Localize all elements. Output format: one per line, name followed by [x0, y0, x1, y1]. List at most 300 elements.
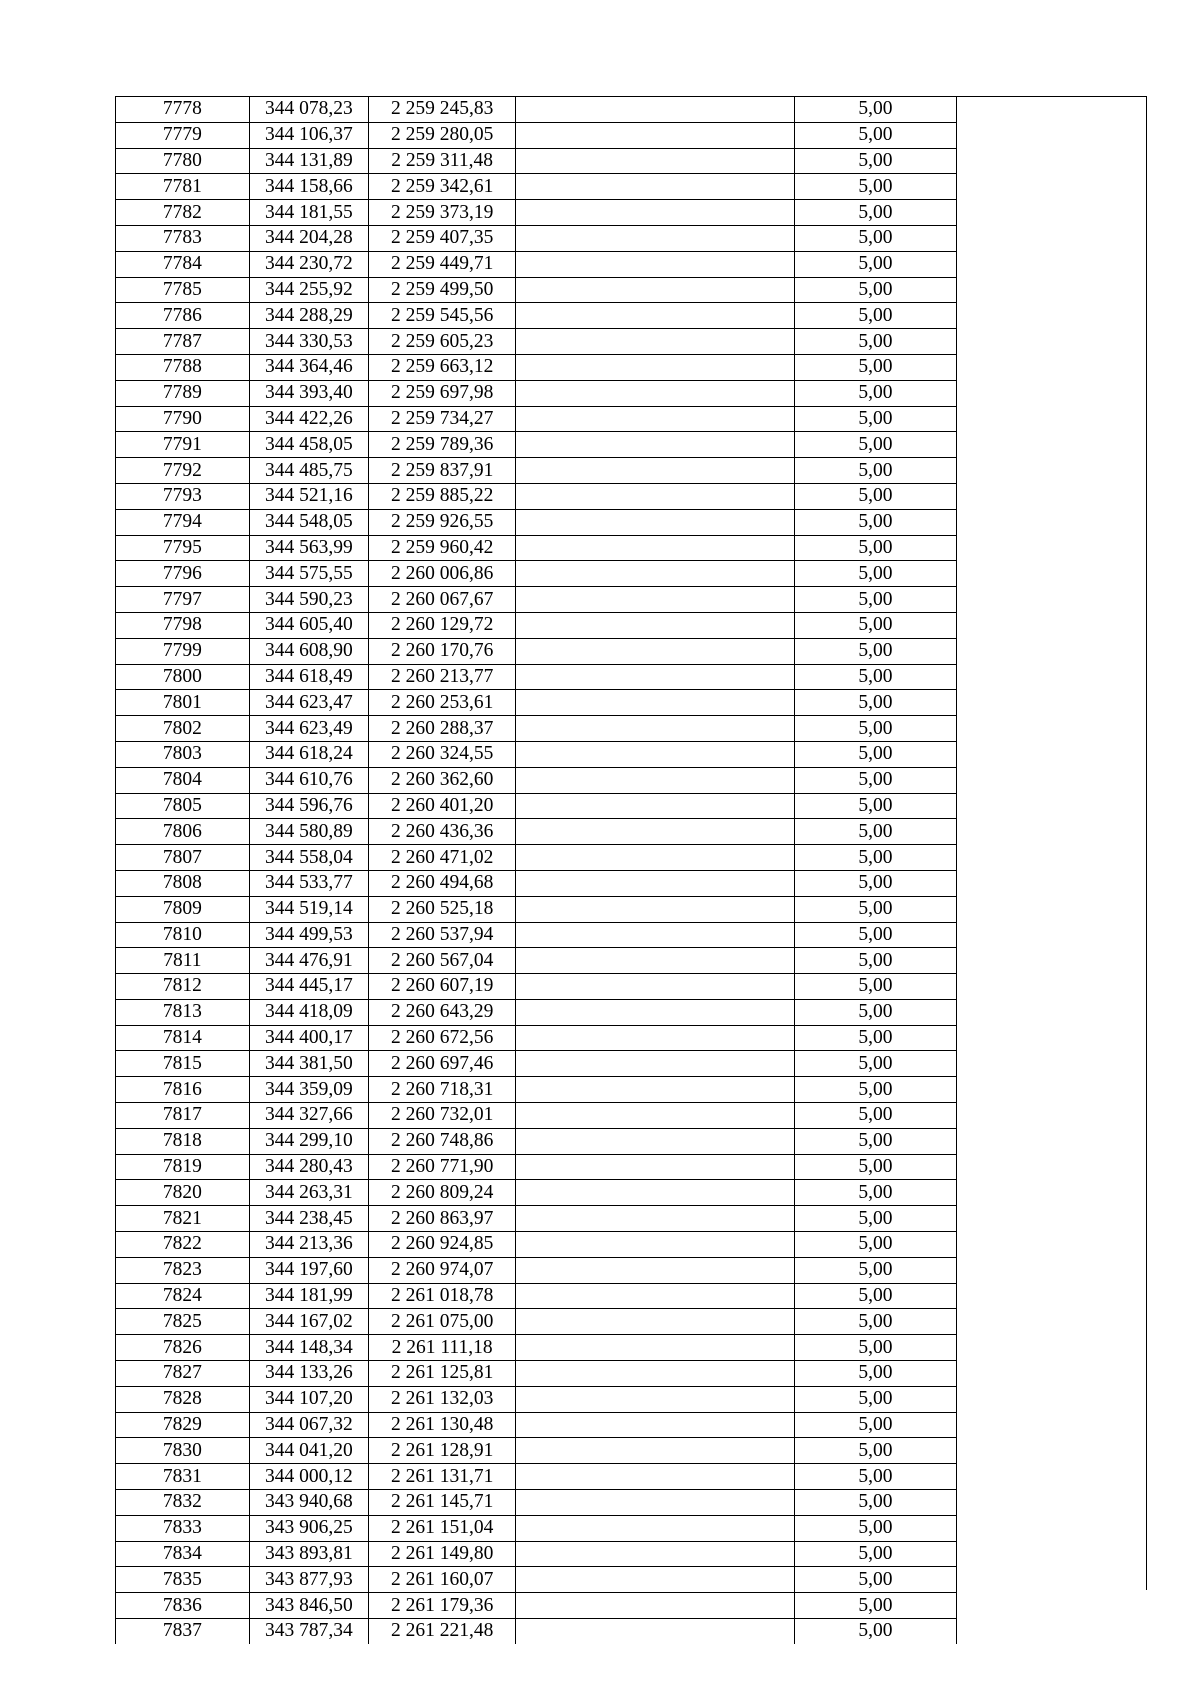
- empty-cell: [957, 690, 1147, 716]
- empty-cell: [957, 561, 1147, 587]
- table-row: [116, 664, 1148, 690]
- empty-cell: [957, 845, 1147, 871]
- y-coordinate-cell: 2 261 145,71: [369, 1490, 516, 1516]
- table-row: [116, 1361, 1148, 1387]
- empty-cell: [957, 1051, 1147, 1077]
- value-cell: 5,00: [794, 122, 956, 148]
- table-row: [116, 1490, 1148, 1516]
- x-coordinate-cell: 344 422,26: [249, 406, 368, 432]
- x-coordinate-cell: 344 167,02: [249, 1309, 368, 1335]
- empty-cell: [957, 1619, 1147, 1644]
- empty-cell: [516, 1593, 795, 1619]
- y-coordinate-cell: 2 260 213,77: [369, 664, 516, 690]
- empty-cell: [516, 174, 795, 200]
- table-row: [116, 200, 1148, 226]
- point-number-cell: 7826: [116, 1335, 250, 1361]
- x-coordinate-cell: 344 418,09: [249, 999, 368, 1025]
- empty-cell: [957, 483, 1147, 509]
- empty-cell: [516, 1386, 795, 1412]
- table-row: [116, 1335, 1148, 1361]
- table-row: [116, 483, 1148, 509]
- point-number-cell: 7833: [116, 1515, 250, 1541]
- y-coordinate-cell: 2 260 809,24: [369, 1180, 516, 1206]
- y-coordinate-cell: 2 260 537,94: [369, 922, 516, 948]
- empty-cell: [957, 1593, 1147, 1619]
- value-cell: 5,00: [794, 1541, 956, 1567]
- empty-cell: [957, 1128, 1147, 1154]
- point-number-cell: 7828: [116, 1386, 250, 1412]
- table-row: [116, 432, 1148, 458]
- x-coordinate-cell: 344 213,36: [249, 1232, 368, 1258]
- point-number-cell: 7804: [116, 767, 250, 793]
- x-coordinate-cell: 344 359,09: [249, 1077, 368, 1103]
- value-cell: 5,00: [794, 1412, 956, 1438]
- point-number-cell: 7790: [116, 406, 250, 432]
- empty-cell: [957, 354, 1147, 380]
- point-number-cell: 7834: [116, 1541, 250, 1567]
- empty-cell: [516, 1128, 795, 1154]
- empty-cell: [516, 1077, 795, 1103]
- x-coordinate-cell: 343 846,50: [249, 1593, 368, 1619]
- y-coordinate-cell: 2 259 789,36: [369, 432, 516, 458]
- x-coordinate-cell: 344 067,32: [249, 1412, 368, 1438]
- point-number-cell: 7829: [116, 1412, 250, 1438]
- x-coordinate-cell: 344 131,89: [249, 148, 368, 174]
- empty-cell: [516, 509, 795, 535]
- y-coordinate-cell: 2 260 974,07: [369, 1257, 516, 1283]
- table-row: [116, 1386, 1148, 1412]
- x-coordinate-cell: 344 548,05: [249, 509, 368, 535]
- empty-cell: [957, 664, 1147, 690]
- x-coordinate-cell: 344 499,53: [249, 922, 368, 948]
- y-coordinate-cell: 2 260 863,97: [369, 1206, 516, 1232]
- y-coordinate-cell: 2 259 697,98: [369, 380, 516, 406]
- empty-cell: [957, 587, 1147, 613]
- value-cell: 5,00: [794, 432, 956, 458]
- y-coordinate-cell: 2 260 006,86: [369, 561, 516, 587]
- table-row: [116, 716, 1148, 742]
- table-row: [116, 1515, 1148, 1541]
- empty-cell: [516, 1438, 795, 1464]
- empty-cell: [516, 1361, 795, 1387]
- point-number-cell: 7796: [116, 561, 250, 587]
- y-coordinate-cell: 2 260 253,61: [369, 690, 516, 716]
- empty-cell: [516, 819, 795, 845]
- value-cell: 5,00: [794, 1283, 956, 1309]
- empty-cell: [516, 612, 795, 638]
- value-cell: 5,00: [794, 97, 956, 122]
- table-row: [116, 1154, 1148, 1180]
- value-cell: 5,00: [794, 1438, 956, 1464]
- x-coordinate-cell: 344 381,50: [249, 1051, 368, 1077]
- empty-cell: [957, 612, 1147, 638]
- empty-cell: [516, 432, 795, 458]
- value-cell: 5,00: [794, 1593, 956, 1619]
- point-number-cell: 7779: [116, 122, 250, 148]
- y-coordinate-cell: 2 260 436,36: [369, 819, 516, 845]
- empty-cell: [957, 303, 1147, 329]
- point-number-cell: 7805: [116, 793, 250, 819]
- x-coordinate-cell: 344 263,31: [249, 1180, 368, 1206]
- table-row: [116, 948, 1148, 974]
- x-coordinate-cell: 344 327,66: [249, 1103, 368, 1129]
- table-row: [116, 1257, 1148, 1283]
- y-coordinate-cell: 2 260 170,76: [369, 638, 516, 664]
- empty-cell: [516, 380, 795, 406]
- y-coordinate-cell: 2 260 697,46: [369, 1051, 516, 1077]
- empty-cell: [516, 741, 795, 767]
- empty-cell: [957, 1232, 1147, 1258]
- y-coordinate-cell: 2 259 885,22: [369, 483, 516, 509]
- point-number-cell: 7809: [116, 896, 250, 922]
- y-coordinate-cell: 2 260 401,20: [369, 793, 516, 819]
- x-coordinate-cell: 344 204,28: [249, 225, 368, 251]
- x-coordinate-cell: 344 580,89: [249, 819, 368, 845]
- empty-cell: [957, 1335, 1147, 1361]
- empty-cell: [957, 922, 1147, 948]
- value-cell: 5,00: [794, 1386, 956, 1412]
- y-coordinate-cell: 2 260 471,02: [369, 845, 516, 871]
- value-cell: 5,00: [794, 1077, 956, 1103]
- y-coordinate-cell: 2 260 525,18: [369, 896, 516, 922]
- empty-cell: [516, 845, 795, 871]
- point-number-cell: 7810: [116, 922, 250, 948]
- table-row: [116, 303, 1148, 329]
- empty-cell: [516, 974, 795, 1000]
- point-number-cell: 7832: [116, 1490, 250, 1516]
- empty-cell: [957, 251, 1147, 277]
- point-number-cell: 7815: [116, 1051, 250, 1077]
- x-coordinate-cell: 344 133,26: [249, 1361, 368, 1387]
- x-coordinate-cell: 344 330,53: [249, 329, 368, 355]
- value-cell: 5,00: [794, 509, 956, 535]
- x-coordinate-cell: 343 893,81: [249, 1541, 368, 1567]
- table-row: [116, 535, 1148, 561]
- point-number-cell: 7787: [116, 329, 250, 355]
- y-coordinate-cell: 2 261 018,78: [369, 1283, 516, 1309]
- point-number-cell: 7795: [116, 535, 250, 561]
- value-cell: 5,00: [794, 277, 956, 303]
- point-number-cell: 7791: [116, 432, 250, 458]
- value-cell: 5,00: [794, 922, 956, 948]
- table-row: [116, 329, 1148, 355]
- point-number-cell: 7831: [116, 1464, 250, 1490]
- table-row: [116, 1619, 1148, 1644]
- y-coordinate-cell: 2 261 151,04: [369, 1515, 516, 1541]
- value-cell: 5,00: [794, 1309, 956, 1335]
- empty-cell: [516, 354, 795, 380]
- table-row: [116, 1180, 1148, 1206]
- x-coordinate-cell: 344 107,20: [249, 1386, 368, 1412]
- y-coordinate-cell: 2 259 245,83: [369, 97, 516, 122]
- empty-cell: [516, 1541, 795, 1567]
- point-number-cell: 7801: [116, 690, 250, 716]
- empty-cell: [957, 1257, 1147, 1283]
- table-row: [116, 1051, 1148, 1077]
- y-coordinate-cell: 2 260 324,55: [369, 741, 516, 767]
- x-coordinate-cell: 344 255,92: [249, 277, 368, 303]
- y-coordinate-cell: 2 261 075,00: [369, 1309, 516, 1335]
- point-number-cell: 7799: [116, 638, 250, 664]
- empty-cell: [957, 1567, 1147, 1593]
- empty-cell: [516, 225, 795, 251]
- empty-cell: [957, 1206, 1147, 1232]
- empty-cell: [516, 870, 795, 896]
- y-coordinate-cell: 2 260 567,04: [369, 948, 516, 974]
- x-coordinate-cell: 344 458,05: [249, 432, 368, 458]
- y-coordinate-cell: 2 259 449,71: [369, 251, 516, 277]
- value-cell: 5,00: [794, 354, 956, 380]
- table-row: [116, 638, 1148, 664]
- x-coordinate-cell: 344 558,04: [249, 845, 368, 871]
- empty-cell: [957, 948, 1147, 974]
- point-number-cell: 7821: [116, 1206, 250, 1232]
- table-row: [116, 1232, 1148, 1258]
- empty-cell: [957, 1386, 1147, 1412]
- empty-cell: [516, 716, 795, 742]
- point-number-cell: 7788: [116, 354, 250, 380]
- point-number-cell: 7814: [116, 1025, 250, 1051]
- empty-cell: [957, 1515, 1147, 1541]
- table-row: [116, 1206, 1148, 1232]
- y-coordinate-cell: 2 260 067,67: [369, 587, 516, 613]
- value-cell: 5,00: [794, 1567, 956, 1593]
- value-cell: 5,00: [794, 174, 956, 200]
- empty-cell: [957, 767, 1147, 793]
- point-number-cell: 7811: [116, 948, 250, 974]
- table-row: [116, 251, 1148, 277]
- x-coordinate-cell: 344 148,34: [249, 1335, 368, 1361]
- point-number-cell: 7807: [116, 845, 250, 871]
- value-cell: 5,00: [794, 741, 956, 767]
- table-row: [116, 999, 1148, 1025]
- empty-cell: [516, 1490, 795, 1516]
- point-number-cell: 7808: [116, 870, 250, 896]
- y-coordinate-cell: 2 260 362,60: [369, 767, 516, 793]
- table-row: [116, 148, 1148, 174]
- y-coordinate-cell: 2 261 130,48: [369, 1412, 516, 1438]
- y-coordinate-cell: 2 260 607,19: [369, 974, 516, 1000]
- x-coordinate-cell: 343 787,34: [249, 1619, 368, 1644]
- empty-cell: [516, 1309, 795, 1335]
- point-number-cell: 7806: [116, 819, 250, 845]
- table-row: [116, 174, 1148, 200]
- empty-cell: [516, 1103, 795, 1129]
- empty-cell: [516, 1206, 795, 1232]
- empty-cell: [957, 1025, 1147, 1051]
- table-row: [116, 354, 1148, 380]
- empty-cell: [957, 819, 1147, 845]
- point-number-cell: 7792: [116, 458, 250, 484]
- table-row: [116, 1593, 1148, 1619]
- empty-cell: [957, 1464, 1147, 1490]
- empty-cell: [516, 1515, 795, 1541]
- point-number-cell: 7786: [116, 303, 250, 329]
- value-cell: 5,00: [794, 1128, 956, 1154]
- x-coordinate-cell: 344 605,40: [249, 612, 368, 638]
- y-coordinate-cell: 2 259 605,23: [369, 329, 516, 355]
- point-number-cell: 7827: [116, 1361, 250, 1387]
- x-coordinate-cell: 344 623,49: [249, 716, 368, 742]
- empty-cell: [516, 1335, 795, 1361]
- x-coordinate-cell: 344 618,49: [249, 664, 368, 690]
- empty-cell: [957, 741, 1147, 767]
- empty-cell: [516, 690, 795, 716]
- point-number-cell: 7835: [116, 1567, 250, 1593]
- table-row: [116, 793, 1148, 819]
- empty-cell: [957, 716, 1147, 742]
- empty-cell: [957, 1180, 1147, 1206]
- x-coordinate-cell: 344 608,90: [249, 638, 368, 664]
- value-cell: 5,00: [794, 690, 956, 716]
- y-coordinate-cell: 2 260 129,72: [369, 612, 516, 638]
- table-row: [116, 870, 1148, 896]
- x-coordinate-cell: 344 000,12: [249, 1464, 368, 1490]
- y-coordinate-cell: 2 259 837,91: [369, 458, 516, 484]
- x-coordinate-cell: 344 400,17: [249, 1025, 368, 1051]
- x-coordinate-cell: 344 288,29: [249, 303, 368, 329]
- empty-cell: [957, 277, 1147, 303]
- table-row: [116, 896, 1148, 922]
- value-cell: 5,00: [794, 458, 956, 484]
- value-cell: 5,00: [794, 303, 956, 329]
- value-cell: 5,00: [794, 1619, 956, 1644]
- coordinates-table-body: [116, 97, 1148, 1644]
- point-number-cell: 7784: [116, 251, 250, 277]
- empty-cell: [957, 174, 1147, 200]
- y-coordinate-cell: 2 261 160,07: [369, 1567, 516, 1593]
- point-number-cell: 7803: [116, 741, 250, 767]
- x-coordinate-cell: 344 445,17: [249, 974, 368, 1000]
- value-cell: 5,00: [794, 406, 956, 432]
- value-cell: 5,00: [794, 793, 956, 819]
- value-cell: 5,00: [794, 380, 956, 406]
- point-number-cell: 7825: [116, 1309, 250, 1335]
- y-coordinate-cell: 2 260 643,29: [369, 999, 516, 1025]
- empty-cell: [957, 380, 1147, 406]
- point-number-cell: 7823: [116, 1257, 250, 1283]
- x-coordinate-cell: 344 041,20: [249, 1438, 368, 1464]
- empty-cell: [516, 1051, 795, 1077]
- empty-cell: [516, 97, 795, 122]
- empty-cell: [516, 922, 795, 948]
- value-cell: 5,00: [794, 200, 956, 226]
- empty-cell: [516, 200, 795, 226]
- x-coordinate-cell: 344 238,45: [249, 1206, 368, 1232]
- y-coordinate-cell: 2 259 545,56: [369, 303, 516, 329]
- y-coordinate-cell: 2 260 718,31: [369, 1077, 516, 1103]
- x-coordinate-cell: 343 940,68: [249, 1490, 368, 1516]
- empty-cell: [516, 122, 795, 148]
- table-row: [116, 380, 1148, 406]
- value-cell: 5,00: [794, 767, 956, 793]
- value-cell: 5,00: [794, 483, 956, 509]
- empty-cell: [957, 638, 1147, 664]
- y-coordinate-cell: 2 261 149,80: [369, 1541, 516, 1567]
- point-number-cell: 7797: [116, 587, 250, 613]
- empty-cell: [516, 303, 795, 329]
- empty-cell: [516, 458, 795, 484]
- table-row: [116, 561, 1148, 587]
- value-cell: 5,00: [794, 1335, 956, 1361]
- table-row: [116, 690, 1148, 716]
- x-coordinate-cell: 344 299,10: [249, 1128, 368, 1154]
- empty-cell: [516, 1412, 795, 1438]
- table-row: [116, 819, 1148, 845]
- point-number-cell: 7785: [116, 277, 250, 303]
- value-cell: 5,00: [794, 1464, 956, 1490]
- y-coordinate-cell: 2 260 494,68: [369, 870, 516, 896]
- point-number-cell: 7794: [116, 509, 250, 535]
- table-row: [116, 974, 1148, 1000]
- empty-cell: [516, 406, 795, 432]
- point-number-cell: 7816: [116, 1077, 250, 1103]
- empty-cell: [957, 1309, 1147, 1335]
- table-row: [116, 1309, 1148, 1335]
- y-coordinate-cell: 2 259 663,12: [369, 354, 516, 380]
- point-number-cell: 7819: [116, 1154, 250, 1180]
- value-cell: 5,00: [794, 1232, 956, 1258]
- x-coordinate-cell: 344 623,47: [249, 690, 368, 716]
- y-coordinate-cell: 2 259 342,61: [369, 174, 516, 200]
- x-coordinate-cell: 344 197,60: [249, 1257, 368, 1283]
- table-row: [116, 1283, 1148, 1309]
- table-row: [116, 767, 1148, 793]
- point-number-cell: 7824: [116, 1283, 250, 1309]
- value-cell: 5,00: [794, 819, 956, 845]
- value-cell: 5,00: [794, 870, 956, 896]
- point-number-cell: 7780: [116, 148, 250, 174]
- empty-cell: [516, 483, 795, 509]
- empty-cell: [957, 329, 1147, 355]
- value-cell: 5,00: [794, 612, 956, 638]
- point-number-cell: 7793: [116, 483, 250, 509]
- table-row: [116, 1541, 1148, 1567]
- value-cell: 5,00: [794, 148, 956, 174]
- x-coordinate-cell: 344 364,46: [249, 354, 368, 380]
- table-row: [116, 225, 1148, 251]
- y-coordinate-cell: 2 259 311,48: [369, 148, 516, 174]
- y-coordinate-cell: 2 260 288,37: [369, 716, 516, 742]
- table-row: [116, 922, 1148, 948]
- table-row: [116, 1025, 1148, 1051]
- table-row: [116, 509, 1148, 535]
- point-number-cell: 7830: [116, 1438, 250, 1464]
- x-coordinate-cell: 344 181,99: [249, 1283, 368, 1309]
- table-row: [116, 458, 1148, 484]
- empty-cell: [516, 251, 795, 277]
- value-cell: 5,00: [794, 1206, 956, 1232]
- x-coordinate-cell: 344 596,76: [249, 793, 368, 819]
- y-coordinate-cell: 2 261 132,03: [369, 1386, 516, 1412]
- y-coordinate-cell: 2 259 734,27: [369, 406, 516, 432]
- table-row: [116, 1077, 1148, 1103]
- y-coordinate-cell: 2 259 280,05: [369, 122, 516, 148]
- y-coordinate-cell: 2 259 407,35: [369, 225, 516, 251]
- empty-cell: [957, 200, 1147, 226]
- value-cell: 5,00: [794, 535, 956, 561]
- y-coordinate-cell: 2 259 499,50: [369, 277, 516, 303]
- empty-cell: [516, 896, 795, 922]
- empty-cell: [516, 1619, 795, 1644]
- empty-cell: [516, 999, 795, 1025]
- table-row: [116, 612, 1148, 638]
- x-coordinate-cell: 344 563,99: [249, 535, 368, 561]
- y-coordinate-cell: 2 261 179,36: [369, 1593, 516, 1619]
- table-row: [116, 1103, 1148, 1129]
- y-coordinate-cell: 2 261 221,48: [369, 1619, 516, 1644]
- empty-cell: [957, 1412, 1147, 1438]
